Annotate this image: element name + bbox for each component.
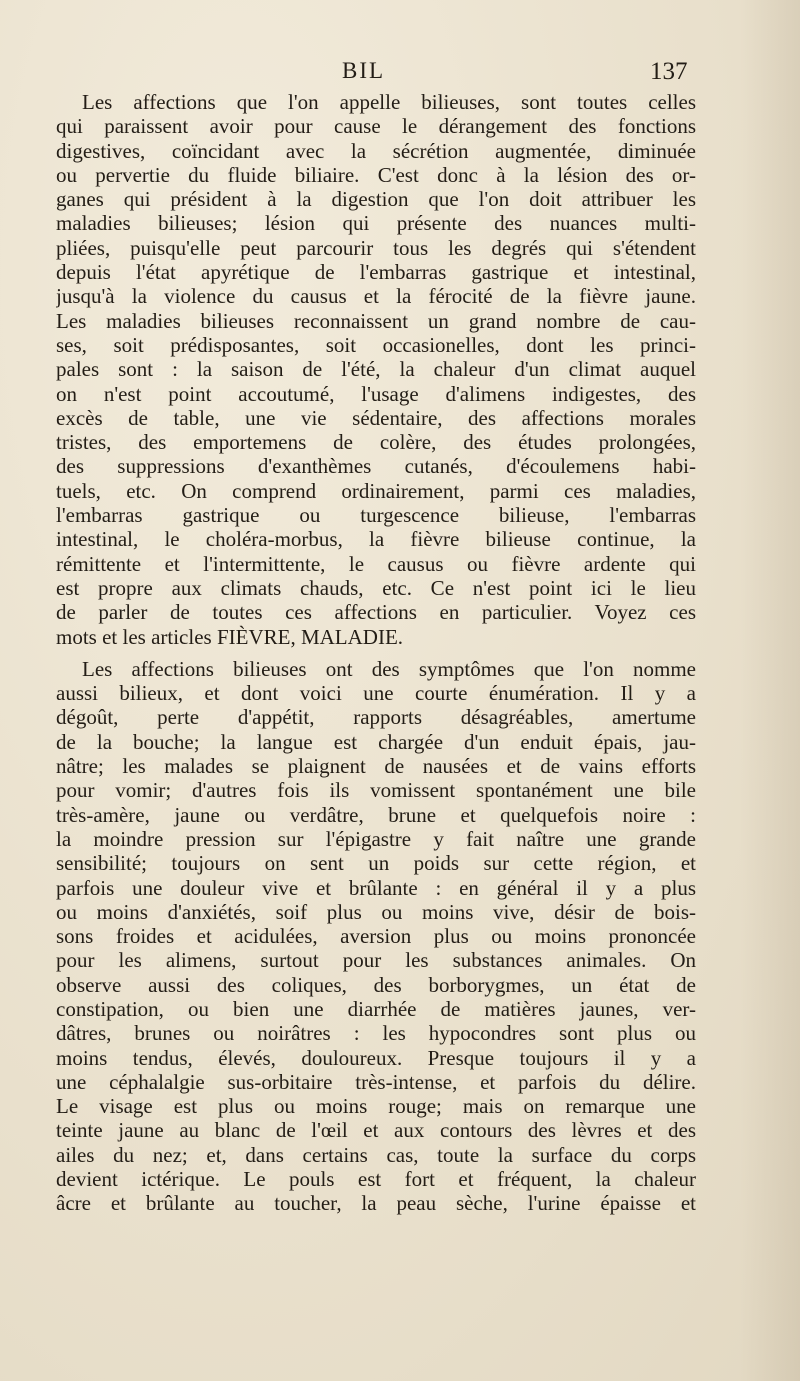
text-line: depuis l'état apyrétique de l'embarras gastrique et intestinal, <box>56 260 696 285</box>
text-line: Le visage est plus ou moins rouge; mais on remarque une <box>56 1094 696 1119</box>
text-line: aussi bilieux, et dont voici une courte énumération. Il y a <box>56 681 696 706</box>
text-line: ou moins d'anxiétés, soif plus ou moins vive, désir de bois- <box>56 899 696 924</box>
text-line: sons froides et acidulées, aversion plus ou moins prononcée <box>56 924 696 949</box>
text-line: très-amère, jaune ou verdâtre, brune et quelquefois noire : <box>56 802 696 827</box>
text-line: digestives, coïncidant avec la sécrétion augmentée, diminuée <box>56 138 696 163</box>
text-line: est propre aux climats chauds, etc. Ce n'est point ici le lieu <box>56 575 696 600</box>
text-line: pales sont : la saison de l'été, la chaleur d'un climat auquel <box>56 357 696 382</box>
text-line: âcre et brûlante au toucher, la peau sèche, l'urine épaisse et <box>56 1191 696 1216</box>
text-line: Les affections que l'on appelle bilieuses, sont toutes celles <box>82 90 696 114</box>
text-line: parfois une douleur vive et brûlante : en général il y a plus <box>56 875 696 900</box>
text-line: jusqu'à la violence du causus et la férocité de la fièvre jaune. <box>56 284 696 309</box>
text-line: de la bouche; la langue est chargée d'un enduit épais, jau- <box>56 729 696 754</box>
text-line: excès de table, une vie sédentaire, des affections morales <box>56 405 696 430</box>
text-line: de parler de toutes ces affections en particulier. Voyez ces <box>56 600 696 625</box>
text-line: pliées, puisqu'elle peut parcourir tous les degrés qui s'étendent <box>56 235 696 260</box>
text-line: l'embarras gastrique ou turgescence bilieuse, l'embarras <box>56 503 696 528</box>
page-edge-shadow <box>740 0 800 1381</box>
text-line: Les maladies bilieuses reconnaissent un grand nombre de cau- <box>56 308 696 333</box>
text-line: on n'est point accoutumé, l'usage d'alimens indigestes, des <box>56 381 696 406</box>
text-line: mots et les articles FIÈVRE, MALADIE. <box>56 624 404 649</box>
text-line: tuels, etc. On comprend ordinairement, parmi ces maladies, <box>56 478 696 503</box>
text-line: constipation, ou bien une diarrhée de matières jaunes, ver- <box>56 996 696 1021</box>
text-line: qui paraissent avoir pour cause le dérangement des fonctions <box>56 114 696 139</box>
text-line: la moindre pression sur l'épigastre y fait naître une grande <box>56 826 696 851</box>
text-line: devient ictérique. Le pouls est fort et fréquent, la chaleur <box>56 1167 696 1192</box>
text-line: des suppressions d'exanthèmes cutanés, d'écoulemens habi- <box>56 454 696 479</box>
text-line: une céphalalgie sus-orbitaire très-intense, et parfois du délire. <box>56 1069 696 1094</box>
running-head <box>0 58 800 90</box>
text-line: ses, soit prédisposantes, soit occasionelles, dont les princi- <box>56 332 696 357</box>
paragraph-2 <box>56 657 696 1216</box>
text-line: rémittente et l'intermittente, le causus ou fièvre ardente qui <box>56 551 696 576</box>
text-line: teinte jaune au blanc de l'œil et aux contours des lèvres et des <box>56 1118 696 1143</box>
body-text <box>56 90 696 1216</box>
paragraph-1 <box>56 90 696 649</box>
text-line: intestinal, le choléra-morbus, la fièvre bilieuse continue, la <box>56 527 696 552</box>
text-line: ailes du nez; et, dans certains cas, toute la surface du corps <box>56 1142 696 1167</box>
text-line: Les affections bilieuses ont des symptômes que l'on nomme <box>82 656 696 681</box>
text-line: dégoût, perte d'appétit, rapports désagréables, amertume <box>56 705 696 730</box>
running-head-word: BIL <box>342 58 386 83</box>
text-line: dâtres, brunes ou noirâtres : les hypocondres sont plus ou <box>56 1021 696 1046</box>
text-line: sensibilité; toujours on sent un poids sur cette région, et <box>56 851 696 876</box>
text-line: ou pervertie du fluide biliaire. C'est donc à la lésion des or- <box>56 162 696 187</box>
text-line: pour vomir; d'autres fois ils vomissent spontanément une bile <box>56 778 696 803</box>
text-line: moins tendus, élevés, douloureux. Presque toujours il y a <box>56 1045 696 1070</box>
page-number: 137 <box>650 58 688 85</box>
text-line: observe aussi des coliques, des borborygmes, un état de <box>56 972 696 997</box>
text-line: ganes qui président à la digestion que l'on doit attribuer les <box>56 187 696 212</box>
text-line: nâtre; les malades se plaignent de nausées et de vains efforts <box>56 754 696 779</box>
text-line: tristes, des emportemens de colère, des études prolongées, <box>56 430 696 455</box>
text-line: maladies bilieuses; lésion qui présente des nuances multi- <box>56 211 696 236</box>
text-line: pour les alimens, surtout pour les substances animales. On <box>56 948 696 973</box>
